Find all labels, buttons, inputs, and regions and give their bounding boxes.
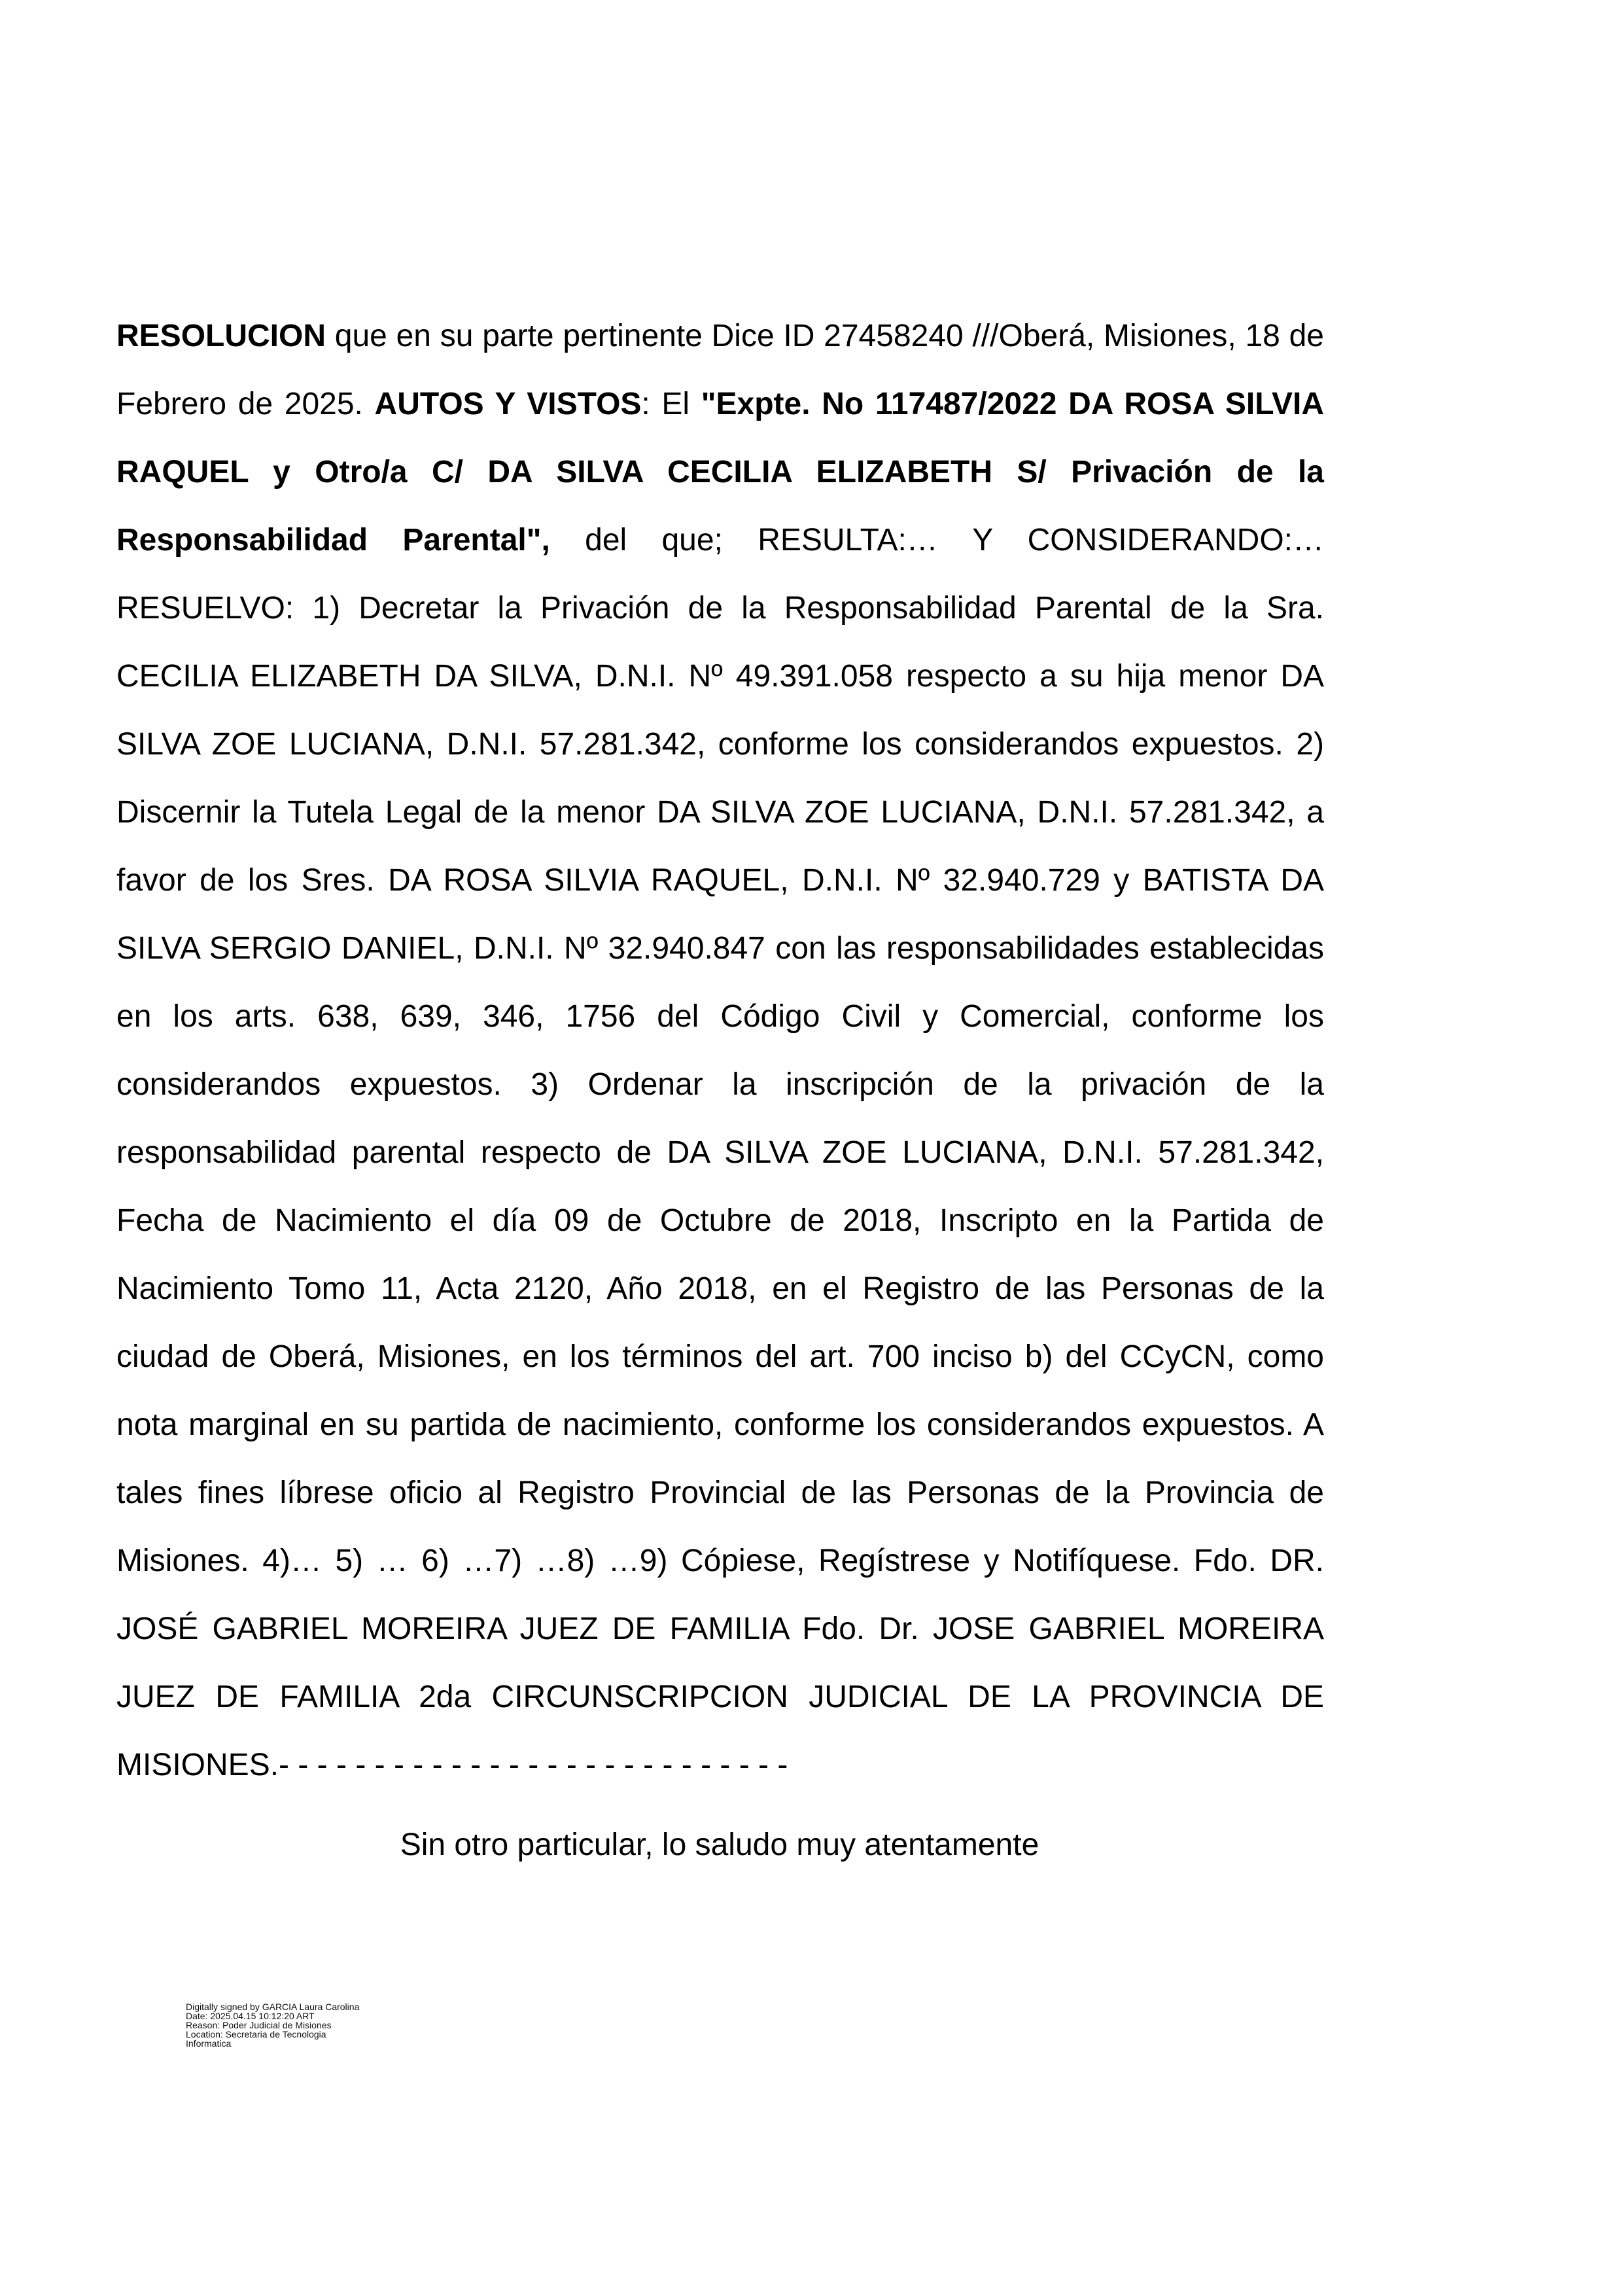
signature-location: Location: Secretaria de Tecnologia	[186, 2029, 326, 2040]
closing-line: Sin otro particular, lo saludo muy atentamente	[400, 1828, 1039, 1862]
resolution-body-text: del que; RESULTA:… Y CONSIDERANDO:… RESUELVO: 1) Decretar la Privación de la Responsabilidad Parental de la Sra. CECILIA ELIZABETH DA SILVA, D.N.I. Nº 49.391.058 respecto a su hija menor DA SILVA ZOE LUCIANA, D.N.I. 57.281.342, conforme los considerandos expuestos. 2) Discernir la Tutela Legal de la menor DA SILVA ZOE LUCIANA, D.N.I. 57.281.342, a favor de los Sres. DA ROSA SILVIA RAQUEL, D.N.I. Nº 32.940.729 y BATISTA DA SILVA SERGIO DANIEL, D.N.I. Nº 32.940.847 con las responsabilidades establecidas en los arts. 638, 639, 346, 1756 del Código Civil y Comercial, conforme los considerandos expuestos. 3) Ordenar la inscripción de la privación de la responsabilidad parental respecto de DA SILVA ZOE LUCIANA, D.N.I. 57.281.342, Fecha de Nacimiento el día 09 de Octubre de 2018, Inscripto en la Partida de Nacimiento Tomo 11, Acta 2120, Año 2018, en el Registro de las Personas de la ciudad de Oberá, Misiones, en los términos del art. 700 inciso b) del CCyCN, como nota marginal en su partida de nacimiento, conforme los considerandos expuestos. A tales fines líbrese oficio al Registro Provincial de las Personas de la Provincia de Misiones. 4)… 5) … 6) …7) …8) …9) Cópiese, Regístrese y Notifíquese. Fdo. DR. JOSÉ GABRIEL MOREIRA JUEZ DE FAMILIA Fdo. Dr. JOSE GABRIEL MOREIRA JUEZ DE FAMILIA 2da CIRCUNSCRIPCION JUDICIAL DE LA PROVINCIA DE MISIONES.- - - - - - - - - - - - - - - - - - - - - - - - - - -	[116, 523, 1325, 1782]
autos-text: : El	[641, 387, 701, 421]
digital-signature-block	[186, 2002, 461, 2048]
autos-y-vistos-heading: AUTOS Y VISTOS	[374, 387, 642, 421]
resolution-heading: RESOLUCION	[116, 319, 326, 353]
signature-location-cont: Informatica	[186, 2038, 232, 2049]
signature-signer: Digitally signed by GARCIA Laura Carolina	[186, 2002, 360, 2012]
resolution-intro-text: que en su parte pertinente Dice ID 27458240 ///Oberá, Misiones, 18 de Febrero de 2025.	[116, 319, 1324, 421]
signature-reason: Reason: Poder Judicial de Misiones	[186, 2020, 332, 2030]
case-title: "Expte. No 117487/2022 DA ROSA SILVIA RAQUEL y Otro/a C/ DA SILVA CECILIA ELIZABETH S/ Privación de la Responsabilidad Parental",	[116, 387, 1324, 557]
resolution-paragraph	[116, 302, 1324, 1799]
signature-date: Date: 2025.04.15 10:12:20 ART	[186, 2011, 315, 2021]
